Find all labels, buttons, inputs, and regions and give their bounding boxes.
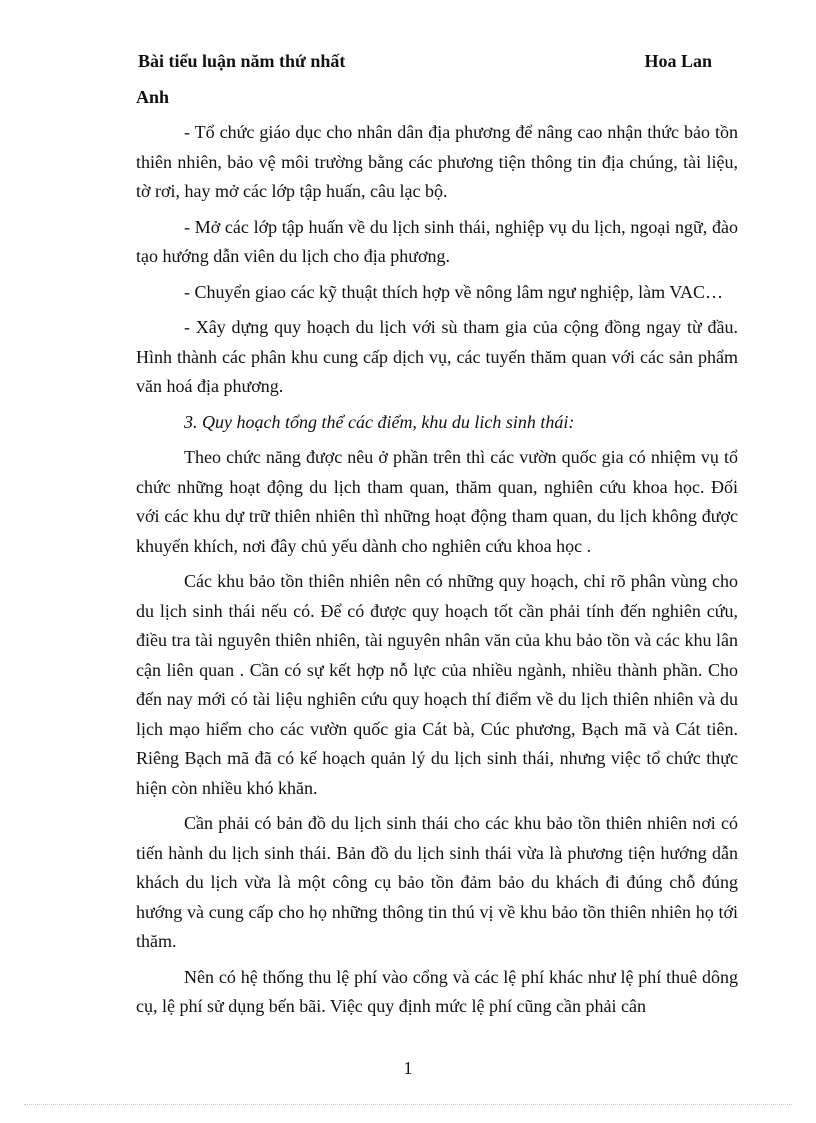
paragraph-education: - Tổ chức giáo dục cho nhân dân địa phương để nâng cao nhận thức bảo tồn thiên nhiên, bảo vệ môi trường bằng các phương tiện thông tin địa chúng, tài liệu, tờ rơi, hay mở các lớp tập huấn, câu lạc bộ. <box>136 122 738 201</box>
section-heading: 3. Quy hoạch tổng thể các điểm, khu du lich sinh thái: <box>184 411 575 432</box>
paragraph-training: - Mở các lớp tập huấn về du lịch sinh thái, nghiệp vụ du lịch, ngoại ngữ, đào tạo hướng dẫn viên du lịch cho địa phương. <box>136 216 738 266</box>
author-name-line1: Hoa Lan <box>644 51 712 71</box>
paragraph-national-parks: Theo chức năng được nêu ở phần trên thì các vườn quốc gia có nhiệm vụ tổ chức những hoạt động du lịch tham quan, thăm quan, nghiên cứu khoa học. Đối với các khu dự trữ thiên nhiên thì những hoạt động tham quan, du lịch không được khuyến khích, nơi đây chủ yếu dành cho nghiên cứu khoa học . <box>136 447 738 556</box>
paragraph-conservation-zones: Các khu bảo tồn thiên nhiên nên có những quy hoạch, chỉ rõ phân vùng cho du lịch sinh thái nếu có. Để có được quy hoạch tốt cần phải tính đến nghiên cứu, điều tra tài nguyên thiên nhiên, tài nguyên nhân văn của khu bảo tồn và các khu lân cận liên quan . Cần có sự kết hợp nỗ lực của nhiều ngành, nhiều thành phần. Cho đến nay mới có tài liệu nghiên cứu quy hoạch thí điểm về du lịch thiên nhiên và du lịch mạo hiểm cho các vườn quốc gia Cát bà, Cúc phương, Bạch mã và Cát tiên. Riêng Bạch mã đã có kế hoạch quản lý du lịch sinh thái, nhưng việc tổ chức thực hiện còn nhiều khó khăn. <box>136 571 738 798</box>
paragraph-tourism-planning: - Xây dựng quy hoạch du lịch với sù tham gia của cộng đồng ngay từ đầu. Hình thành các phân khu cung cấp dịch vụ, các tuyến thăm quan với các sản phẩm văn hoá địa phương. <box>136 317 738 396</box>
author-name-line2: Anh <box>136 87 170 107</box>
page-bottom-divider <box>24 1104 792 1105</box>
paragraph-ecotourism-map: Cần phải có bản đồ du lịch sinh thái cho các khu bảo tồn thiên nhiên nơi có tiến hành du lịch sinh thái. Bản đồ du lịch sinh thái vừa là phương tiện hướng dẫn khách du lịch vừa là một công cụ bảo tồn đảm bảo du khách đi đúng chỗ đúng hướng và cung cấp cho họ những thông tin thú vị về khu bảo tồn thiên nhiên họ tới thăm. <box>136 813 738 951</box>
paragraph-technology-transfer: - Chuyển giao các kỹ thuật thích hợp về nông lâm ngư nghiệp, làm VAC… <box>184 281 724 302</box>
page-number: 1 <box>403 1058 413 1078</box>
document-body <box>136 118 738 1028</box>
paragraph-fees: Nên có hệ thống thu lệ phí vào cổng và các lệ phí khác như lệ phí thuê dông cụ, lệ phí sử dụng bến bãi. Việc quy định mức lệ phí cũng cần phải cân <box>136 966 738 1016</box>
document-title: Bài tiểu luận năm thứ nhất <box>138 51 346 71</box>
